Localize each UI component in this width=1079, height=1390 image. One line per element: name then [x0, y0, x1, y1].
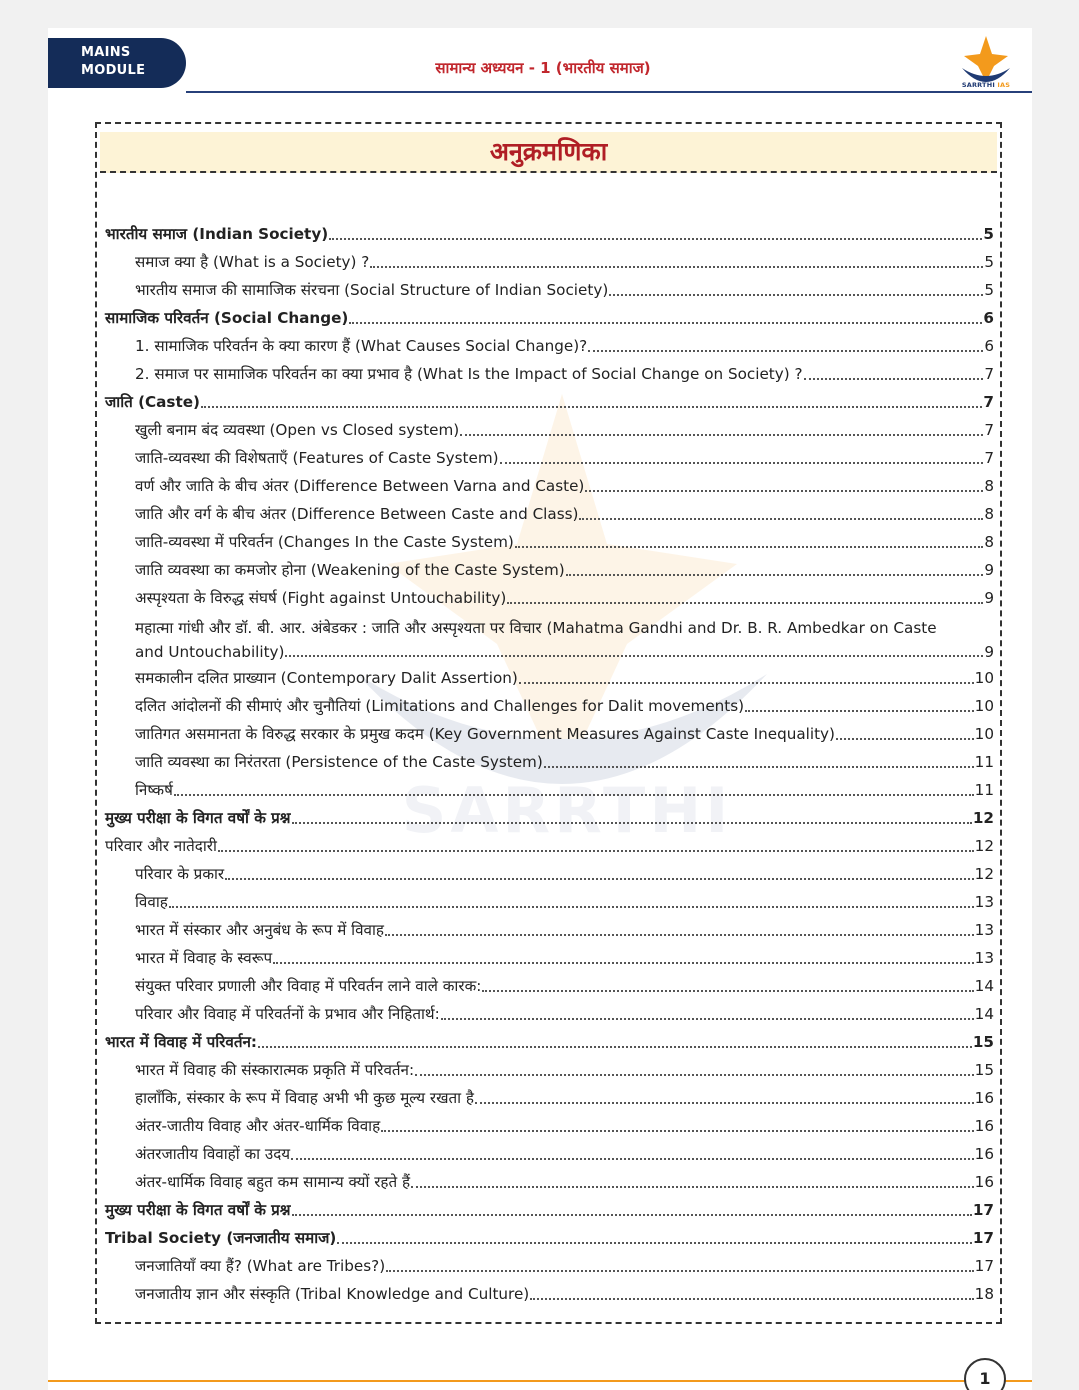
header-rule: [186, 91, 1032, 93]
toc-entry-title: निष्कर्ष: [135, 781, 173, 799]
toc-entry-page: 9: [984, 643, 994, 661]
toc-entry[interactable]: [105, 472, 994, 500]
dot-leader: [745, 710, 974, 712]
toc-entry-title: अंतर-धार्मिक विवाह बहुत कम सामान्य क्यों रहते हैं: [135, 1173, 411, 1191]
toc-entry-page: 14: [974, 977, 994, 995]
toc-entry-title: भारतीय समाज की सामाजिक संरचना (Social Structure of Indian Society): [135, 281, 609, 299]
toc-entry-title: भारत में विवाह में परिवर्तन:: [105, 1033, 257, 1051]
toc-entry-title: अंतरजातीय विवाहों का उदय: [135, 1145, 291, 1163]
toc-entry[interactable]: [105, 1028, 994, 1056]
toc-entry-title: दलित आंदोलनों की सीमाएं और चुनौतियां (Limitations and Challenges for Dalit movements): [135, 697, 745, 715]
dot-leader: [337, 1242, 972, 1244]
toc-entry-title-cont: and Untouchability): [135, 643, 285, 661]
toc-entry-page: 13: [974, 949, 994, 967]
toc-entry[interactable]: [105, 1140, 994, 1168]
toc-entry[interactable]: [105, 1056, 994, 1084]
toc-entry-page: 16: [974, 1173, 994, 1191]
toc-title: अनुक्रमणिका: [489, 137, 608, 166]
dot-leader: [836, 738, 974, 740]
toc-entry-title: भारत में विवाह के स्वरूप: [135, 949, 273, 967]
toc-entry[interactable]: [105, 360, 994, 388]
toc-entry-page: 5: [983, 225, 994, 243]
toc-entry[interactable]: [105, 248, 994, 276]
toc-entry-page: 7: [984, 365, 994, 383]
toc-entry-title: परिवार के प्रकार: [135, 865, 225, 883]
dot-leader: [385, 934, 974, 936]
toc-list: [105, 220, 994, 1308]
toc-entry-title: जाति-व्यवस्था की विशेषताएँ (Features of Caste System): [135, 449, 499, 467]
toc-entry[interactable]: [105, 776, 994, 804]
toc-entry[interactable]: [105, 612, 994, 664]
dot-leader: [169, 906, 974, 908]
dot-leader: [329, 238, 982, 240]
toc-entry[interactable]: [105, 1252, 994, 1280]
dot-leader: [804, 378, 984, 380]
toc-entry-title: 2. समाज पर सामाजिक परिवर्तन का क्या प्रभाव है (What Is the Impact of Social Change on Society) ?: [135, 365, 803, 383]
toc-entry-title: भारत में संस्कार और अनुबंध के रूप में विवाह: [135, 921, 384, 939]
toc-entry-title: जनजातियाँ क्या हैं? (What are Tribes?): [135, 1257, 386, 1275]
toc-entry-title: परिवार और नातेदारी: [105, 837, 217, 855]
toc-entry-page: 9: [984, 589, 994, 607]
toc-entry-title: महात्मा गांधी और डॉ. बी. आर. अंबेडकर : जाति और अस्पृश्यता पर विचार (Mahatma Gandhi and Dr. B. R. Ambedkar on Caste: [135, 619, 937, 637]
toc-entry-title: वर्ण और जाति के बीच अंतर (Difference Between Varna and Caste): [135, 477, 585, 495]
toc-entry[interactable]: [105, 664, 994, 692]
toc-entry-page: 6: [983, 309, 994, 327]
toc-entry-page: 9: [984, 561, 994, 579]
toc-entry-title: 1. सामाजिक परिवर्तन के क्या कारण हैं (What Causes Social Change)?: [135, 337, 588, 355]
toc-entry-page: 16: [974, 1117, 994, 1135]
toc-entry[interactable]: [105, 1196, 994, 1224]
toc-entry-title: अस्पृश्यता के विरुद्ध संघर्ष (Fight against Untouchability): [135, 589, 507, 607]
toc-entry[interactable]: [105, 692, 994, 720]
toc-entry-title: खुली बनाम बंद व्यवस्था (Open vs Closed system): [135, 421, 460, 439]
dot-leader: [285, 655, 983, 657]
dot-leader: [218, 850, 974, 852]
toc-entry-title: जनजातीय ज्ञान और संस्कृति (Tribal Knowledge and Culture): [135, 1285, 530, 1303]
toc-entry-title: समकालीन दलित प्राख्यान (Contemporary Dalit Assertion): [135, 669, 518, 687]
toc-entry-title: जातिगत असमानता के विरुद्ध सरकार के प्रमुख कदम (Key Government Measures Against Caste Inequality): [135, 725, 835, 743]
toc-entry[interactable]: [105, 388, 994, 416]
toc-entry-page: 14: [974, 1005, 994, 1023]
dot-leader: [544, 766, 974, 768]
toc-entry[interactable]: [105, 584, 994, 612]
toc-entry[interactable]: [105, 500, 994, 528]
toc-entry-page: 7: [983, 393, 994, 411]
dot-leader: [482, 990, 973, 992]
dot-leader: [174, 794, 974, 796]
toc-entry-page: 18: [974, 1285, 994, 1303]
dot-leader: [507, 602, 983, 604]
toc-entry[interactable]: [105, 556, 994, 584]
toc-entry[interactable]: [105, 1224, 994, 1252]
toc-entry-title: अंतर-जातीय विवाह और अंतर-धार्मिक विवाह: [135, 1117, 381, 1135]
toc-entry[interactable]: [105, 304, 994, 332]
toc-entry-page: 7: [984, 421, 994, 439]
dot-leader: [609, 294, 983, 296]
logo-wordmark: [954, 81, 1018, 89]
toc-entry-title: जाति और वर्ग के बीच अंतर (Difference Between Caste and Class): [135, 505, 579, 523]
dot-leader: [201, 406, 982, 408]
toc-entry-title: विवाह: [135, 893, 168, 911]
dot-leader: [515, 546, 983, 548]
dot-leader: [292, 1214, 972, 1216]
footer-rule: [48, 1380, 1032, 1382]
toc-entry[interactable]: [105, 416, 994, 444]
toc-entry-title: जाति व्यवस्था का कमजोर होना (Weakening of the Caste System): [135, 561, 565, 579]
toc-entry-title: भारतीय समाज (Indian Society): [105, 225, 329, 243]
toc-entry[interactable]: [105, 916, 994, 944]
toc-entry-title: Tribal Society (जनजातीय समाज): [105, 1229, 337, 1247]
toc-entry-page: 16: [974, 1145, 994, 1163]
dot-leader: [386, 1270, 974, 1272]
toc-entry[interactable]: [105, 748, 994, 776]
dot-leader: [370, 266, 983, 268]
toc-entry[interactable]: [105, 1084, 994, 1112]
badge-line2: MODULE: [81, 63, 146, 78]
toc-entry-title: मुख्य परीक्षा के विगत वर्षों के प्रश्न: [105, 1201, 291, 1219]
toc-entry-page: 15: [974, 1061, 994, 1079]
document-page: [48, 28, 1032, 1390]
toc-entry-page: 17: [972, 1229, 994, 1247]
dot-leader: [460, 434, 983, 436]
toc-entry-title: भारत में विवाह की संस्कारात्मक प्रकृति में परिवर्तन:: [135, 1061, 415, 1079]
toc-entry[interactable]: [105, 276, 994, 304]
toc-entry-title: संयुक्त परिवार प्रणाली और विवाह में परिवर्तन लाने वाले कारक:: [135, 977, 482, 995]
toc-entry-page: 5: [984, 253, 994, 271]
toc-entry[interactable]: [105, 804, 994, 832]
dot-leader: [588, 350, 983, 352]
toc-entry-page: 16: [974, 1089, 994, 1107]
toc-entry-page: 8: [984, 533, 994, 551]
toc-entry-page: 8: [984, 477, 994, 495]
toc-entry-title: जाति (Caste): [105, 393, 200, 411]
dot-leader: [349, 322, 982, 324]
dot-leader: [530, 1298, 973, 1300]
logo-text-main: SARRTHI: [961, 81, 995, 89]
dot-leader: [500, 462, 984, 464]
toc-entry-page: 17: [972, 1201, 994, 1219]
toc-entry-title: जाति-व्यवस्था में परिवर्तन (Changes In the Caste System): [135, 533, 514, 551]
toc-entry[interactable]: [105, 528, 994, 556]
toc-entry[interactable]: [105, 1000, 994, 1028]
toc-entry-page: 11: [974, 781, 994, 799]
toc-entry-title: मुख्य परीक्षा के विगत वर्षों के प्रश्न: [105, 809, 291, 827]
dot-leader: [291, 1158, 974, 1160]
toc-entry[interactable]: [105, 1168, 994, 1196]
toc-title-band: [100, 132, 997, 173]
toc-entry-page: 6: [984, 337, 994, 355]
toc-entry[interactable]: [105, 832, 994, 860]
toc-entry-page: 17: [974, 1257, 994, 1275]
toc-entry[interactable]: [105, 972, 994, 1000]
toc-entry-page: 11: [974, 753, 994, 771]
dot-leader: [415, 1074, 974, 1076]
toc-entry-page: 10: [974, 725, 994, 743]
toc-entry-page: 10: [974, 697, 994, 715]
toc-entry-page: 7: [984, 449, 994, 467]
toc-entry-title: सामाजिक परिवर्तन (Social Change): [105, 309, 349, 327]
dot-leader: [292, 822, 972, 824]
toc-entry-title: हालाँकि, संस्कार के रूप में विवाह अभी भी कुछ मूल्य रखता है: [135, 1089, 474, 1107]
dot-leader: [441, 1018, 974, 1020]
toc-entry-page: 12: [974, 837, 994, 855]
dot-leader: [519, 682, 974, 684]
toc-entry-page: 13: [974, 893, 994, 911]
logo-text-accent: IAS: [997, 81, 1011, 89]
module-badge: [48, 38, 186, 88]
dot-leader: [225, 878, 974, 880]
page-number: 1: [964, 1358, 1006, 1390]
toc-entry[interactable]: [105, 1280, 994, 1308]
toc-entry-page: 8: [984, 505, 994, 523]
toc-entry-title: जाति व्यवस्था का निरंतरता (Persistence of the Caste System): [135, 753, 543, 771]
toc-entry-title: परिवार और विवाह में परिवर्तनों के प्रभाव और निहितार्थ:: [135, 1005, 440, 1023]
toc-entry-title: समाज क्या है (What is a Society) ?: [135, 253, 370, 271]
dot-leader: [273, 962, 974, 964]
toc-entry-page: 12: [974, 865, 994, 883]
toc-entry[interactable]: [105, 944, 994, 972]
toc-entry[interactable]: [105, 1112, 994, 1140]
toc-entry[interactable]: [105, 720, 994, 748]
dot-leader: [258, 1046, 972, 1048]
toc-entry-page: 15: [972, 1033, 994, 1051]
dot-leader: [411, 1186, 974, 1188]
toc-entry[interactable]: [105, 444, 994, 472]
dot-leader: [585, 490, 983, 492]
toc-entry[interactable]: [105, 888, 994, 916]
toc-box: [95, 122, 1002, 1324]
header-title: सामान्य अध्ययन - 1 (भारतीय समाज): [435, 59, 651, 77]
dot-leader: [566, 574, 984, 576]
toc-entry-page: 5: [984, 281, 994, 299]
toc-entry-page: 10: [974, 669, 994, 687]
watermark-text: SARRTHI: [401, 774, 733, 847]
toc-entry-page: 13: [974, 921, 994, 939]
dot-leader: [579, 518, 983, 520]
toc-entry-page: 12: [972, 809, 994, 827]
toc-entry[interactable]: [105, 220, 994, 248]
dot-leader: [475, 1102, 974, 1104]
toc-entry[interactable]: [105, 860, 994, 888]
dot-leader: [381, 1130, 974, 1132]
toc-entry[interactable]: [105, 332, 994, 360]
badge-line1: MAINS: [81, 45, 131, 60]
